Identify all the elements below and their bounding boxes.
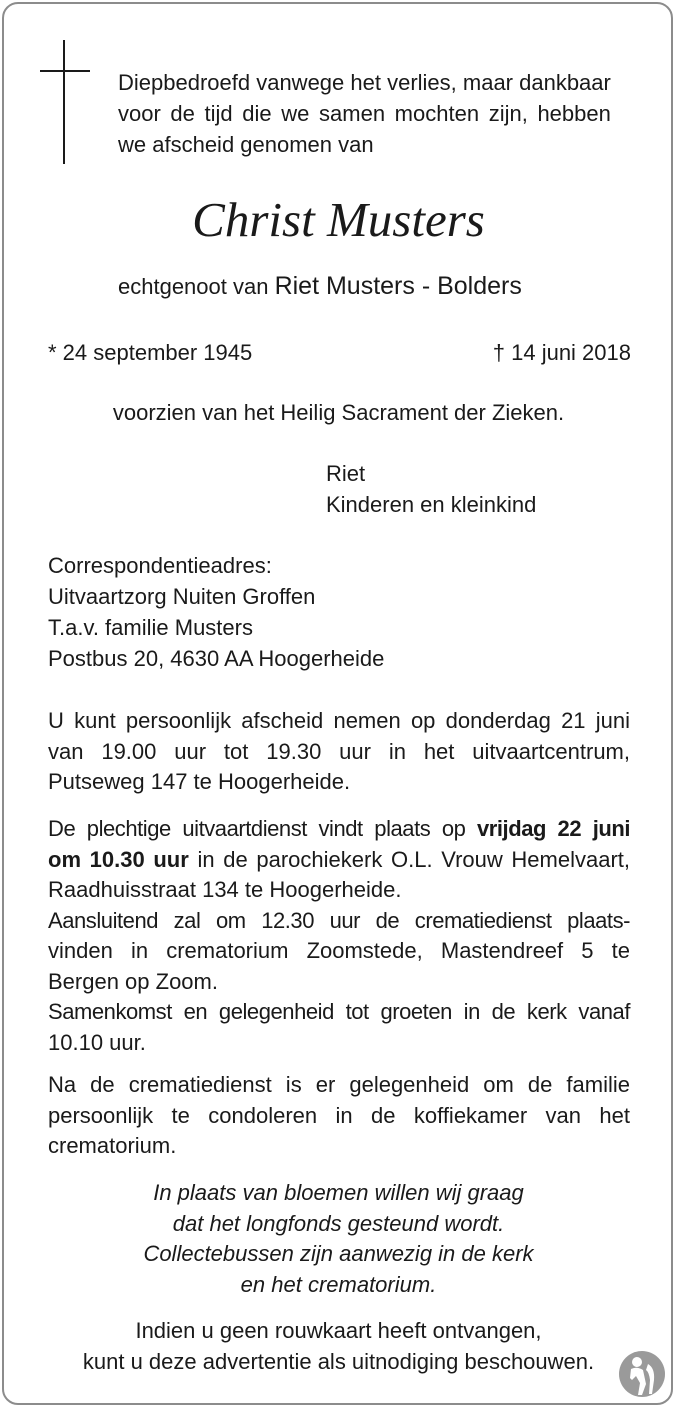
closing-line: Indien u geen rouwkaart heeft ontvangen, [135, 1318, 542, 1343]
flowers-line: In plaats van bloemen willen wij graag [153, 1180, 524, 1205]
signers [326, 458, 536, 520]
paragraph-line: Aansluitend zal om 12.30 uur de crematiedienst plaats- [48, 907, 630, 933]
paragraph-line [48, 845, 630, 876]
service-date: vrijdag 22 juni [477, 816, 630, 841]
memorial-logo-icon [618, 1350, 666, 1398]
paragraph-line: Putseweg 147 te Hoogerheide. [48, 769, 351, 794]
paragraph-line: 10.10 uur. [48, 1029, 146, 1055]
address-line: Uitvaartzorg Nuiten Groffen [48, 584, 316, 609]
flowers-line: Collectebussen zijn aanwezig in de kerk [143, 1241, 534, 1266]
correspondence-address [48, 550, 384, 674]
paragraph-line: Samenkomst en gelegenheid tot groeten in de kerk vanaf [48, 999, 630, 1024]
intro-line: we afscheid genomen van [118, 132, 374, 157]
paragraph-line: crematorium. [48, 1133, 177, 1158]
address-line: Postbus 20, 4630 AA Hoogerheide [48, 646, 385, 671]
service-text: De plechtige uitvaartdienst vindt plaats op [48, 816, 477, 841]
address-line: Correspondentieadres: [48, 553, 272, 578]
spouse-name: Riet Musters - Bolders [274, 272, 522, 300]
signer: Kinderen en kleinkind [326, 492, 537, 517]
paragraph-line: Na de crematiedienst is er gelegenheid om de familie [48, 1072, 630, 1097]
death-date: † 14 juni 2018 [492, 340, 631, 365]
paragraph-line: van 19.00 uur tot 19.30 uur in het uitvaartcentrum, [48, 738, 630, 764]
intro-text [118, 67, 611, 160]
flowers-line: en het crematorium. [240, 1271, 437, 1297]
paragraph-line: U kunt persoonlijk afscheid nemen op donderdag 21 juni [48, 708, 630, 733]
deceased-name: Christ Musters [192, 192, 485, 247]
paragraph-line: vinden in crematorium Zoomstede, Mastendreef 5 te [48, 938, 630, 963]
paragraph-line: persoonlijk te condoleren in de koffiekamer van het [48, 1102, 630, 1128]
paragraph-line: Bergen op Zoom. [48, 968, 218, 994]
spouse-prefix: echtgenoot van [118, 274, 275, 299]
flowers-line: dat het longfonds gesteund wordt. [172, 1210, 505, 1236]
visitation-paragraph [48, 706, 630, 798]
flowers-request [0, 1178, 677, 1300]
condolence-paragraph [48, 1070, 630, 1162]
spouse-line [118, 271, 522, 302]
address-line: T.a.v. familie Musters [48, 615, 253, 640]
service-time: om 10.30 uur [48, 846, 189, 872]
intro-line: voor de tijd die we samen mochten zijn, hebben [118, 101, 611, 126]
service-paragraph [48, 814, 630, 1058]
service-text: in de parochiekerk O.L. Vrouw Hemelvaart, [188, 846, 630, 872]
closing-note [0, 1316, 677, 1377]
signer: Riet [326, 461, 366, 486]
sacrament-line: voorzien van het Heilig Sacrament der Zieken. [112, 400, 565, 425]
closing-line: kunt u deze advertentie als uitnodiging beschouwen. [82, 1348, 595, 1374]
intro-line: Diepbedroefd vanwege het verlies, maar dankbaar [118, 70, 611, 95]
paragraph-line: Raadhuisstraat 134 te Hoogerheide. [48, 877, 402, 902]
paragraph-line [48, 814, 630, 845]
birth-date: * 24 september 1945 [48, 340, 253, 365]
